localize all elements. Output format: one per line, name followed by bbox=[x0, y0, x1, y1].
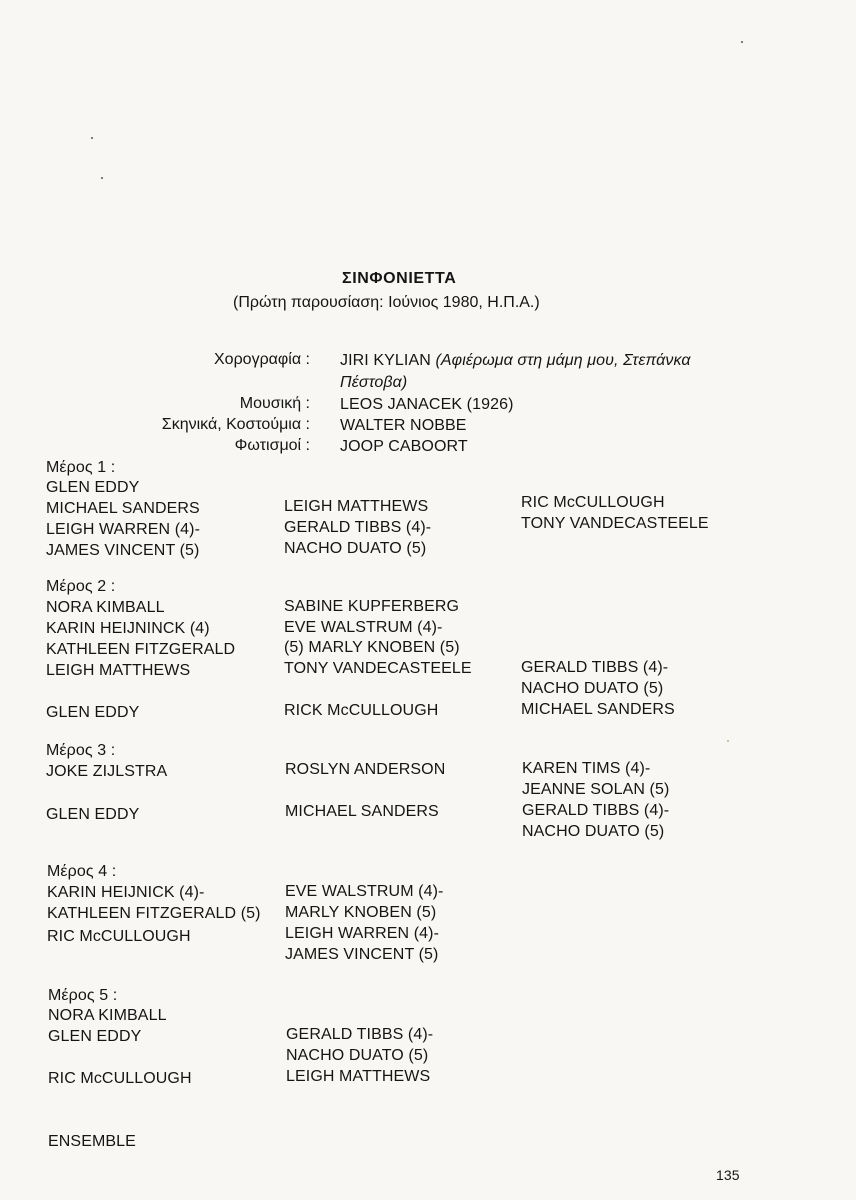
cast-name: RIC McCULLOUGH bbox=[47, 928, 191, 945]
cast-name: KATHLEEN FITZGERALD (5) bbox=[47, 905, 261, 922]
paper-speck bbox=[91, 137, 93, 139]
part-2-heading: Μέρος 2 : bbox=[46, 578, 116, 595]
cast-name: JOKE ZIJLSTRA bbox=[46, 763, 168, 780]
part-3-heading: Μέρος 3 : bbox=[46, 742, 116, 759]
cast-name: GERALD TIBBS (4)- bbox=[521, 659, 669, 676]
cast-name: NACHO DUATO (5) bbox=[521, 680, 664, 697]
cast-name: KAREN TIMS (4)- bbox=[522, 760, 651, 777]
cast-name: LEIGH MATTHEWS bbox=[284, 498, 429, 515]
premiere-subtitle: (Πρώτη παρουσίαση: Ιούνιος 1980, Η.Π.Α.) bbox=[233, 294, 540, 311]
cast-name: EVE WALSTRUM (4)- bbox=[284, 619, 443, 636]
cast-name: SABINE KUPFERBERG bbox=[284, 598, 460, 615]
credit-sets-label: Σκηνικά, Κοστούμια : bbox=[161, 416, 310, 433]
paper-speck bbox=[741, 41, 743, 43]
credit-choreography-value bbox=[340, 351, 691, 371]
credit-music-label: Μουσική : bbox=[239, 395, 310, 412]
cast-name: RIC McCULLOUGH bbox=[48, 1070, 192, 1087]
cast-name: NACHO DUATO (5) bbox=[522, 823, 665, 840]
credit-lighting-label: Φωτισμοί : bbox=[234, 437, 310, 454]
cast-name: TONY VANDECASTEELE bbox=[284, 660, 472, 677]
cast-name: NORA KIMBALL bbox=[46, 599, 165, 616]
cast-name: NACHO DUATO (5) bbox=[286, 1047, 429, 1064]
credit-lighting-label-wrap bbox=[0, 437, 323, 455]
cast-name: GLEN EDDY bbox=[46, 704, 140, 721]
choreographer-name: JIRI KYLIAN bbox=[340, 352, 431, 369]
cast-name: JAMES VINCENT (5) bbox=[46, 542, 200, 559]
cast-name: TONY VANDECASTEELE bbox=[521, 515, 709, 532]
cast-name: GERALD TIBBS (4)- bbox=[286, 1026, 434, 1043]
cast-name: NACHO DUATO (5) bbox=[284, 540, 427, 557]
part-1-heading: Μέρος 1 : bbox=[46, 459, 116, 476]
credit-music-label-wrap bbox=[0, 395, 323, 413]
cast-name: GERALD TIBBS (4)- bbox=[284, 519, 432, 536]
ensemble-label: ENSEMBLE bbox=[48, 1133, 136, 1150]
cast-name: LEIGH MATTHEWS bbox=[46, 662, 191, 679]
cast-name: MARLY KNOBEN (5) bbox=[285, 904, 437, 921]
cast-name: (5) MARLY KNOBEN (5) bbox=[284, 639, 460, 656]
dedication-line-2: Πέστοβα) bbox=[340, 374, 408, 391]
cast-name: KARIN HEIJNINCK (4) bbox=[46, 620, 210, 637]
cast-name: NORA KIMBALL bbox=[48, 1007, 167, 1024]
cast-name: RIC McCULLOUGH bbox=[521, 494, 665, 511]
dedication-line-1: (Αφιέρωμα στη μάμη μου, Στεπάνκα bbox=[435, 352, 691, 369]
cast-name: RICK McCULLOUGH bbox=[284, 702, 439, 719]
cast-name: ROSLYN ANDERSON bbox=[285, 761, 446, 778]
credit-music-value: LEOS JANACEK (1926) bbox=[340, 396, 514, 413]
cast-name: GLEN EDDY bbox=[46, 806, 140, 823]
cast-name: LEIGH MATTHEWS bbox=[286, 1068, 431, 1085]
cast-name: GERALD TIBBS (4)- bbox=[522, 802, 670, 819]
cast-name: GLEN EDDY bbox=[46, 479, 140, 496]
part-5-heading: Μέρος 5 : bbox=[48, 987, 118, 1004]
cast-name: JAMES VINCENT (5) bbox=[285, 946, 439, 963]
cast-name: KARIN HEIJNICK (4)- bbox=[47, 884, 205, 901]
cast-name: LEIGH WARREN (4)- bbox=[46, 521, 201, 538]
paper-speck bbox=[101, 177, 103, 179]
cast-name: MICHAEL SANDERS bbox=[285, 803, 439, 820]
page-number: 135 bbox=[716, 1167, 740, 1183]
paper-speck bbox=[727, 740, 729, 742]
cast-name: LEIGH WARREN (4)- bbox=[285, 925, 440, 942]
page-title: ΣΙΝΦΟΝΙΕΤΤΑ bbox=[342, 270, 457, 287]
part-4-heading: Μέρος 4 : bbox=[47, 863, 117, 880]
cast-name: JEANNE SOLAN (5) bbox=[522, 781, 670, 798]
cast-name: GLEN EDDY bbox=[48, 1028, 142, 1045]
cast-name: MICHAEL SANDERS bbox=[46, 500, 200, 517]
credit-choreography-label-wrap bbox=[0, 351, 323, 369]
cast-name: KATHLEEN FITZGERALD bbox=[46, 641, 236, 658]
cast-name: MICHAEL SANDERS bbox=[521, 701, 675, 718]
credit-lighting-value: JOOP CABOORT bbox=[340, 438, 468, 455]
credit-sets-label-wrap bbox=[0, 416, 323, 434]
credit-choreography-label: Χορογραφία : bbox=[214, 351, 310, 368]
cast-name: EVE WALSTRUM (4)- bbox=[285, 883, 444, 900]
credit-sets-value: WALTER NOBBE bbox=[340, 417, 467, 434]
